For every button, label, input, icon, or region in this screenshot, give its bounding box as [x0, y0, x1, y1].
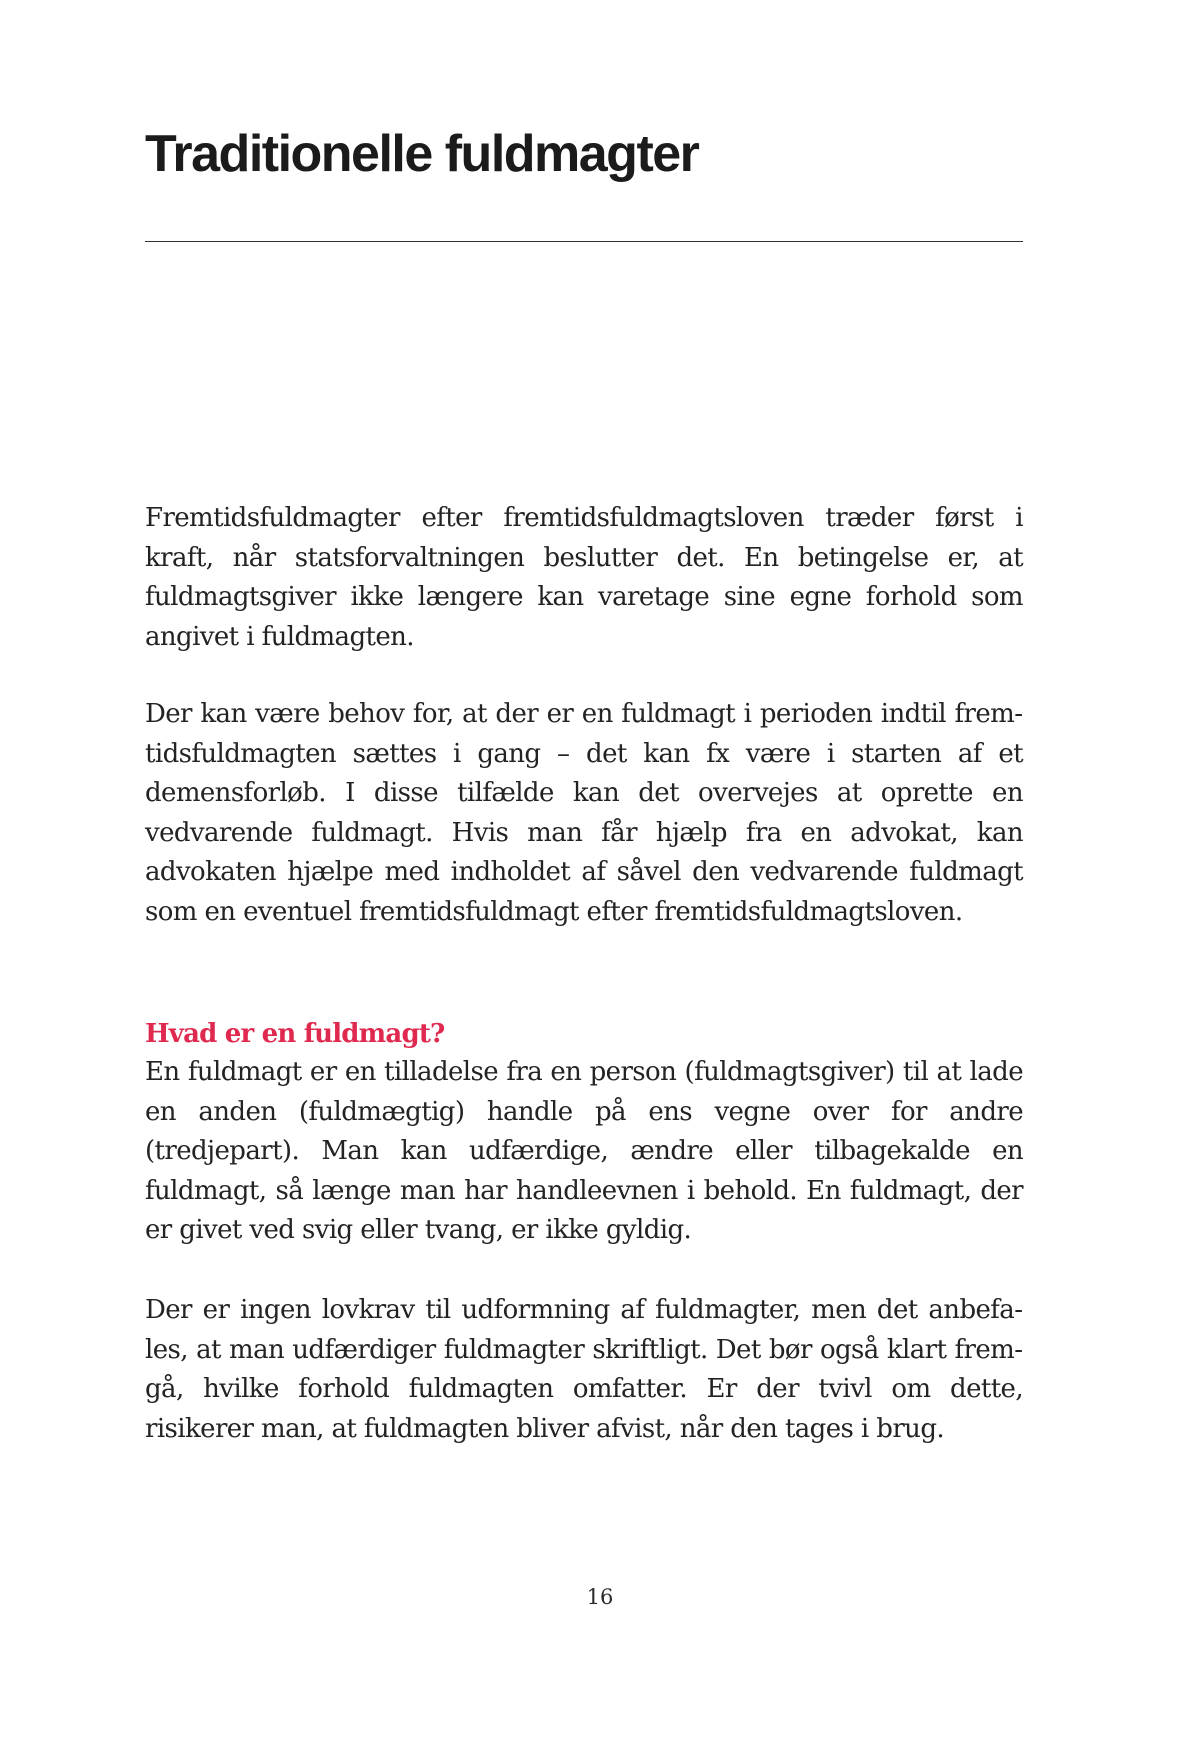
page-number: 16	[586, 1585, 614, 1609]
section-heading: Hvad er en fuldmagt?	[145, 1019, 445, 1049]
title-divider	[145, 241, 1023, 242]
intro-paragraph-1	[145, 499, 1023, 657]
section-paragraph-1	[145, 1053, 1023, 1251]
paragraph-text: Fremtidsfuldmagter efter fremtidsfuldmagtsloven træder først i kraft, når statsforvaltningen beslutter det. En betingelse er, at fuldmagtsgiver ikke længere kan varetage sine egne forhold som angivet i fuldmagten.	[145, 503, 1023, 652]
page-title: Traditionelle fuldmagter	[145, 125, 699, 183]
intro-paragraph-2	[145, 695, 1023, 932]
paragraph-text: Der kan være behov for, at der er en fuldmagt i perioden indtil fremtidsfuldmagten sættes i gang – det kan fx være i starten af et demensforløb. I disse tilfælde kan det overvejes at oprette en vedvarende fuldmagt. Hvis man får hjælp fra en advokat, kan advokaten hjælpe med indholdet af såvel den vedvarende fuldmagt som en eventuel fremtidsfuldmagt efter fremtidsfuldmagtsloven.	[145, 699, 1023, 927]
paragraph-text: En fuldmagt er en tilladelse fra en person (fuldmagtsgiver) til at lade en anden (fuldmægtig) handle på ens vegne over for andre (tredjepart). Man kan udfærdige, ændre eller tilbagekalde en fuldmagt, så længe man har handleevnen i behold. En fuldmagt, der er givet ved svig eller tvang, er ikke gyldig.	[145, 1057, 1023, 1245]
paragraph-text: Der er ingen lovkrav til udformning af fuldmagter, men det anbefales, at man udfærdiger fuldmagter skriftligt. Det bør også klart fremgå, hvilke forhold fuldmagten omfatter. Er der tvivl om dette, risikerer man, at fuldmagten bliver afvist, når den tages i brug.	[145, 1295, 1023, 1444]
section-paragraph-2	[145, 1291, 1023, 1449]
